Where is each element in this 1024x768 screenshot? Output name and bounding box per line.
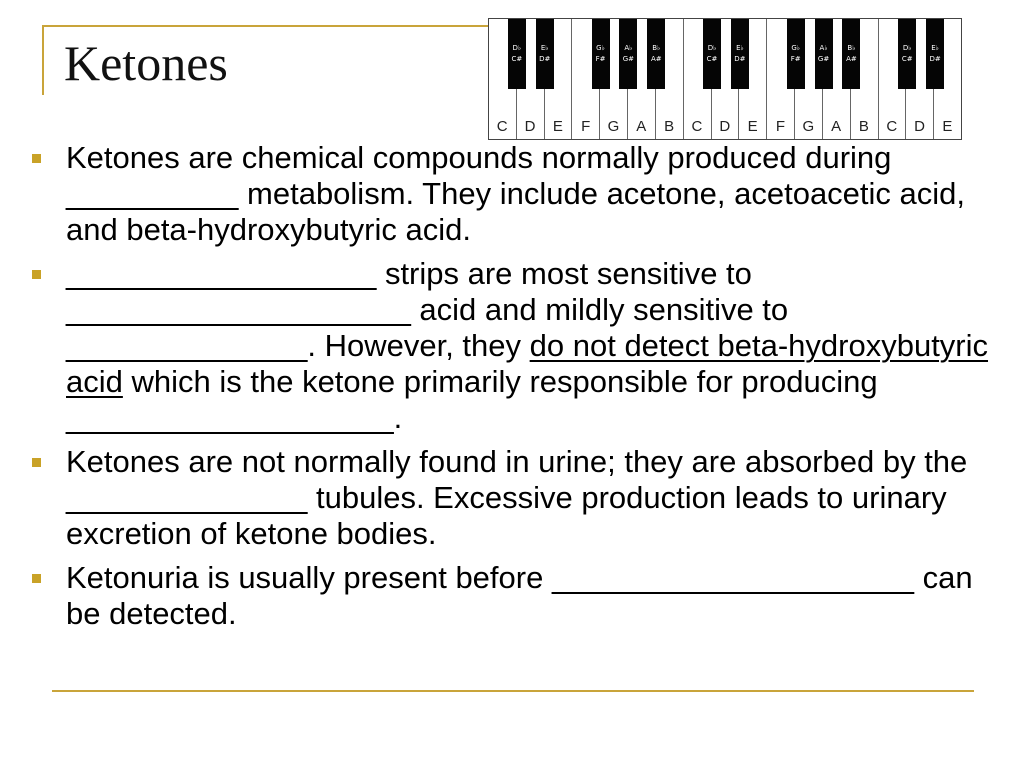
- piano-white-key-label: G: [607, 118, 620, 135]
- piano-white-key-label: D: [719, 118, 731, 135]
- piano-white-key-label: E: [552, 118, 564, 135]
- piano-white-keys: [489, 19, 961, 139]
- piano-black-key-sharp: F#: [790, 55, 801, 63]
- piano-black-key: [815, 19, 833, 89]
- underlined-text: do not detect beta-hydroxybutyric acid: [66, 328, 989, 399]
- piano-white-key-label: E: [942, 118, 953, 135]
- piano-black-key-flat: G♭: [791, 44, 801, 52]
- piano-white-key-label: C: [886, 118, 898, 135]
- piano-white-key-label: D: [914, 118, 926, 135]
- piano-black-key-label: [815, 43, 833, 65]
- piano-white-key-label: C: [691, 118, 703, 135]
- piano-black-key-label: [647, 43, 665, 65]
- piano-black-key-sharp: D#: [734, 55, 746, 63]
- piano-black-key-flat: G♭: [596, 44, 605, 52]
- piano-black-key-label: [898, 43, 916, 65]
- piano-keyboard-image: [488, 18, 962, 140]
- piano-black-key-sharp: C#: [706, 55, 718, 63]
- piano-black-key-sharp: D#: [539, 55, 551, 63]
- bullet-item-3: [28, 444, 998, 552]
- frame-left-line: [42, 25, 44, 95]
- piano-black-key: [703, 19, 721, 89]
- piano-black-key: [842, 19, 860, 89]
- piano-black-key-label: [703, 43, 721, 65]
- bullet-text: Ketonuria is usually present before _____________________ can be detected.: [66, 560, 973, 631]
- piano-black-key-sharp: G#: [622, 55, 635, 63]
- piano-black-key-label: [508, 43, 526, 65]
- piano-black-key-sharp: A#: [846, 55, 857, 63]
- piano-black-key: [508, 19, 526, 89]
- piano-black-key-sharp: C#: [901, 55, 913, 63]
- piano-black-key-label: [619, 43, 637, 65]
- piano-black-key-flat: B♭: [847, 44, 856, 52]
- frame-bottom-line: [52, 690, 974, 692]
- piano-black-key-flat: D♭: [902, 44, 912, 52]
- bullet-item-4: [28, 560, 998, 632]
- bullet-text-continued: which is the ketone primarily responsible for producing ___________________.: [66, 364, 878, 435]
- piano-black-key: [536, 19, 554, 89]
- piano-black-key-flat: D♭: [707, 44, 717, 52]
- piano-black-key: [592, 19, 610, 89]
- piano-black-key-flat: E♭: [736, 44, 744, 52]
- piano-white-key-label: B: [858, 118, 870, 135]
- piano-black-key-label: [787, 43, 805, 65]
- piano-white-key-label: G: [802, 118, 815, 135]
- piano-white-key-label: C: [496, 118, 509, 135]
- piano-white-key-label: A: [831, 118, 842, 135]
- piano-white-key-label: F: [775, 118, 786, 135]
- piano-black-key-sharp: C#: [511, 55, 523, 63]
- bullet-square-icon: [32, 574, 41, 583]
- bullet-text: Ketones are chemical compounds normally produced during __________ metabolism. They include acetone, acetoacetic acid, and beta-hydroxybutyric acid.: [66, 140, 966, 247]
- piano-black-key-flat: E♭: [540, 44, 549, 52]
- piano-black-key: [619, 19, 637, 89]
- bullet-text: Ketones are not normally found in urine; they are absorbed by the ______________ tubules. Excessive production leads to urinary excretion of ketone bodies.: [66, 444, 968, 551]
- bullet-square-icon: [32, 154, 41, 163]
- piano-black-key-flat: B♭: [652, 44, 661, 52]
- piano-black-key: [898, 19, 916, 89]
- piano-black-key-label: [536, 43, 554, 65]
- piano-white-key-label: E: [747, 118, 759, 135]
- slide-title: Ketones: [64, 35, 228, 91]
- bullet-square-icon: [32, 458, 41, 467]
- piano-white-key-label: A: [636, 118, 647, 135]
- piano-black-key-flat: E♭: [931, 44, 939, 52]
- piano-black-key-flat: A♭: [819, 44, 828, 52]
- piano-black-key-label: [926, 43, 944, 65]
- piano-black-key-label: [842, 43, 860, 65]
- piano-white-key-label: B: [664, 118, 675, 135]
- piano-black-key-sharp: A#: [650, 55, 662, 63]
- piano-black-key-label: [592, 43, 610, 65]
- piano-black-key-sharp: G#: [817, 55, 830, 63]
- piano-black-key: [731, 19, 749, 89]
- bullet-text: __________________ strips are most sensitive to ____________________ acid and mildly sensitive to ______________. However, they: [66, 256, 789, 363]
- piano-white-key-label: F: [581, 118, 591, 135]
- piano-black-key: [647, 19, 665, 89]
- piano-black-key-sharp: F#: [595, 55, 606, 63]
- piano-black-key-flat: A♭: [624, 44, 633, 52]
- frame-top-line: [42, 25, 512, 27]
- piano-white-key-label: D: [524, 118, 536, 135]
- piano-black-key-sharp: D#: [929, 55, 941, 63]
- piano-black-key: [787, 19, 805, 89]
- bullet-list: [28, 140, 998, 640]
- piano-black-key-label: [731, 43, 749, 65]
- bullet-item-2: [28, 256, 998, 436]
- piano-black-key: [926, 19, 944, 89]
- bullet-item-1: [28, 140, 998, 248]
- bullet-square-icon: [32, 270, 41, 279]
- piano-black-key-flat: D♭: [512, 44, 522, 52]
